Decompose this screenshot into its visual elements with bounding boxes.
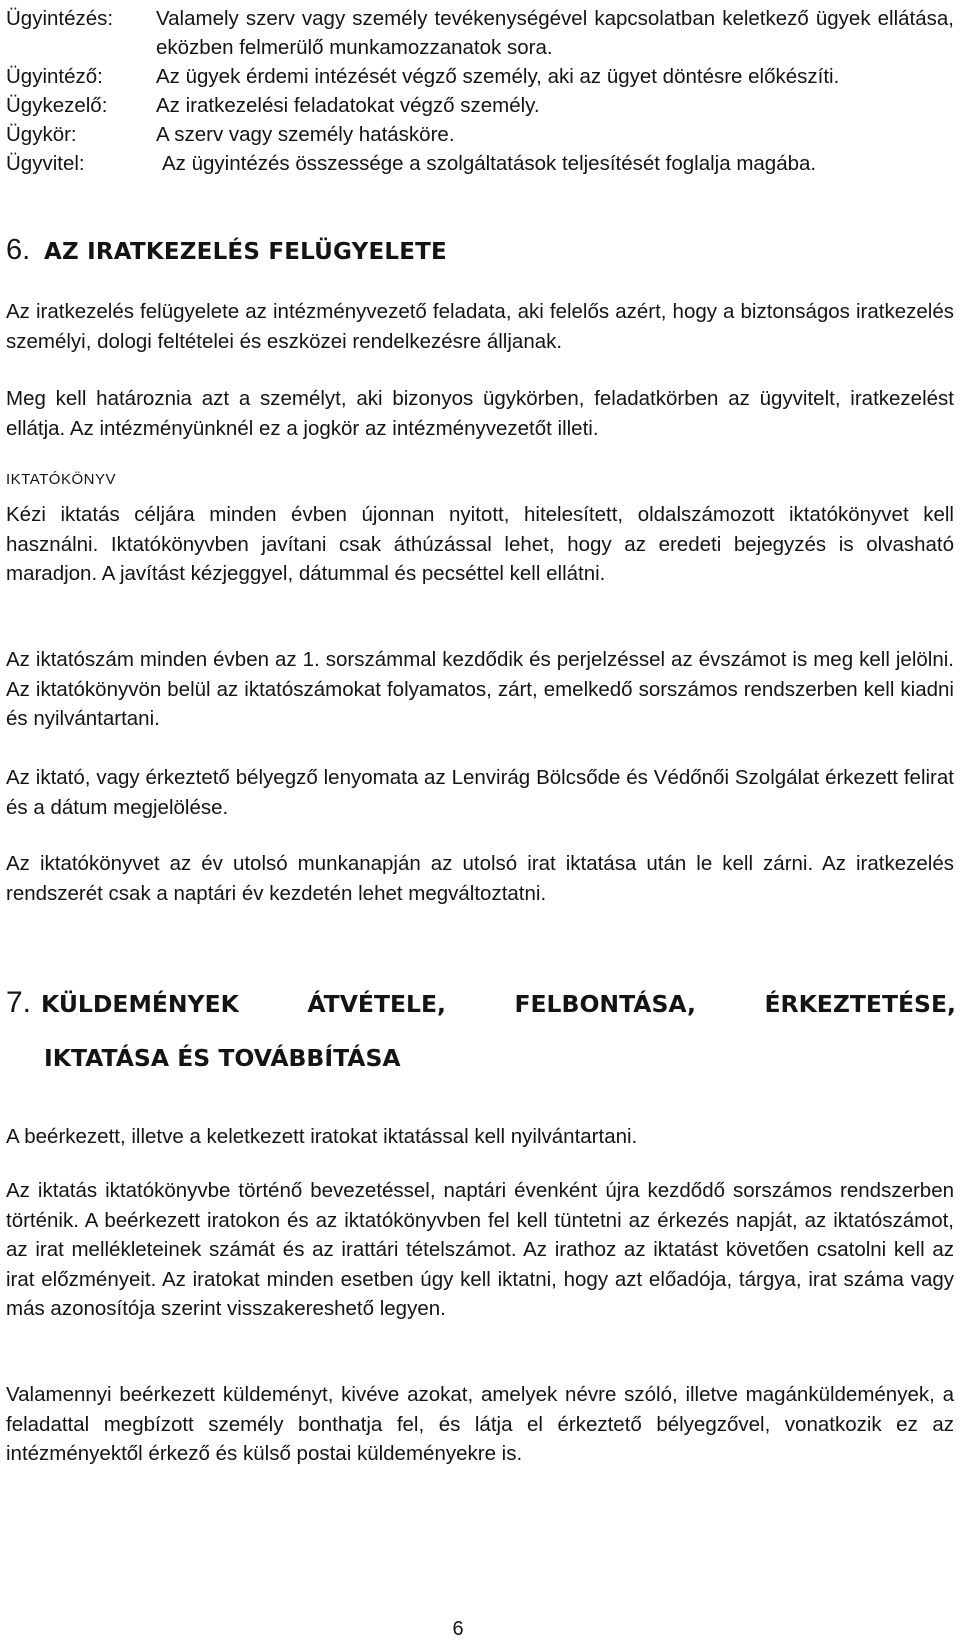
section-6-title: AZ IRATKEZELÉS FELÜGYELETE (44, 239, 447, 265)
section-6-number: 6. (6, 234, 31, 266)
section-6-paragraph: Meg kell határoznia azt a személyt, aki bizonyos ügykörben, feladatkörben az ügyvitelt, iratkezelést ellátja. Az intézményünknél ez a jogkör az intézményvezetőt illeti. (6, 387, 954, 440)
definition-term: Ügyvitel: (6, 152, 85, 175)
definition-row (6, 91, 954, 120)
section-6-sub-paragraph: Kézi iktatás céljára minden évben újonnan nyitott, hitelesített, oldalszámozott iktatókönyvet kell használni. Iktatókönyvben javítani csak áthúzással lehet, hogy az eredeti bejegyzés is olvasható maradjon. A javítást kézjeggyel, dátummal és pecséttel kell ellátni. (6, 503, 954, 585)
section-7-paragraph: Valamennyi beérkezett küldeményt, kivéve azokat, amelyek névre szóló, illetve magánküldemények, a feladattal megbízott személy bonthatja fel, és látja el érkeztető bélyegzővel, vonatkozik ez az intézményektől érkező és külső postai küldeményekre is. (6, 1383, 954, 1465)
section-6-sub-paragraph: Az iktatószám minden évben az 1. sorszámmal kezdődik és perjelzéssel az évszámot is meg kell jelölni. Az iktatókönyvön belül az iktatószámokat folyamatos, zárt, emelkedő sorszámos rendszerben kell kiadni és nyilvántartani. (6, 648, 954, 730)
page-number: 6 (452, 1618, 464, 1640)
section-7-title-word: KÜLDEMÉNYEK (41, 990, 239, 1018)
section-7-number: 7. (6, 986, 32, 1019)
definition-row (6, 4, 954, 62)
definition-term: Ügyintéző: (6, 65, 103, 88)
definition-term: Ügyintézés: (6, 7, 114, 30)
section-7-paragraph: Az iktatás iktatókönyvbe történő bevezetéssel, naptári évenként újra kezdődő sorszámos rendszerben történik. A beérkezett iratokon és az iktatókönyvben fel kell tüntetni az érkezés napját, az iktatószámot, az irat mellékleteinek számát és az irattári tételszámot. Az irathoz az iktatást követően csatolni kell az irat előzményeit. Az iratokat minden esetben úgy kell iktatni, hogy azt előadója, tárgya, irat száma vagy más azonosítója szerint visszakereshető legyen. (6, 1179, 954, 1320)
section-7-title-word: FELBONTÁSA, (514, 990, 696, 1018)
definition-term: Ügykezelő: (6, 94, 108, 117)
section-7-paragraph: A beérkezett, illetve a keletkezett iratokat iktatással kell nyilvántartani. (6, 1125, 638, 1148)
section-6-paragraph: Az iratkezelés felügyelete az intézményvezető feladata, aki felelős azért, hogy a biztonságos iratkezelés személyi, dologi feltételei és eszközei rendelkezésre álljanak. (6, 300, 954, 353)
section-7-title-line-1 (6, 986, 956, 1028)
definition-text: Az ügyintézés összessége a szolgáltatások teljesítését foglalja magába. (162, 152, 817, 175)
definition-text: Valamely szerv vagy személy tevékenységével kapcsolatban keletkező ügyek ellátása, eközben felmerülő munkamozzanatok sora. (156, 7, 954, 59)
definition-text: Az iratkezelési feladatokat végző személy. (156, 94, 540, 117)
subheading-iktatokonyv: IKTATÓKÖNYV (6, 471, 116, 488)
definition-text: Az ügyek érdemi intézését végző személy, aki az ügyet döntésre előkészíti. (156, 65, 840, 88)
section-7-title-line-2: IKTATÁSA ÉS TOVÁBBÍTÁSA (44, 1044, 401, 1072)
definition-row (6, 62, 954, 91)
section-7-title-word: ÉRKEZTETÉSE, (764, 990, 956, 1018)
section-6-sub-paragraph: Az iktatókönyvet az év utolsó munkanapján az utolsó irat iktatása után le kell zárni. Az iratkezelés rendszerét csak a naptári év kezdetén lehet megváltoztatni. (6, 852, 954, 905)
definition-term: Ügykör: (6, 123, 77, 146)
section-6-sub-paragraph: Az iktató, vagy érkeztető bélyegző lenyomata az Lenvirág Bölcsőde és Védőnői Szolgálat érkezett felirat és a dátum megjelölése. (6, 766, 954, 819)
definition-row (6, 149, 954, 178)
section-7-title-word: ÁTVÉTELE, (307, 990, 446, 1018)
definitions-list (6, 4, 954, 178)
definition-row (6, 120, 954, 149)
definition-text: A szerv vagy személy hatásköre. (156, 123, 455, 146)
